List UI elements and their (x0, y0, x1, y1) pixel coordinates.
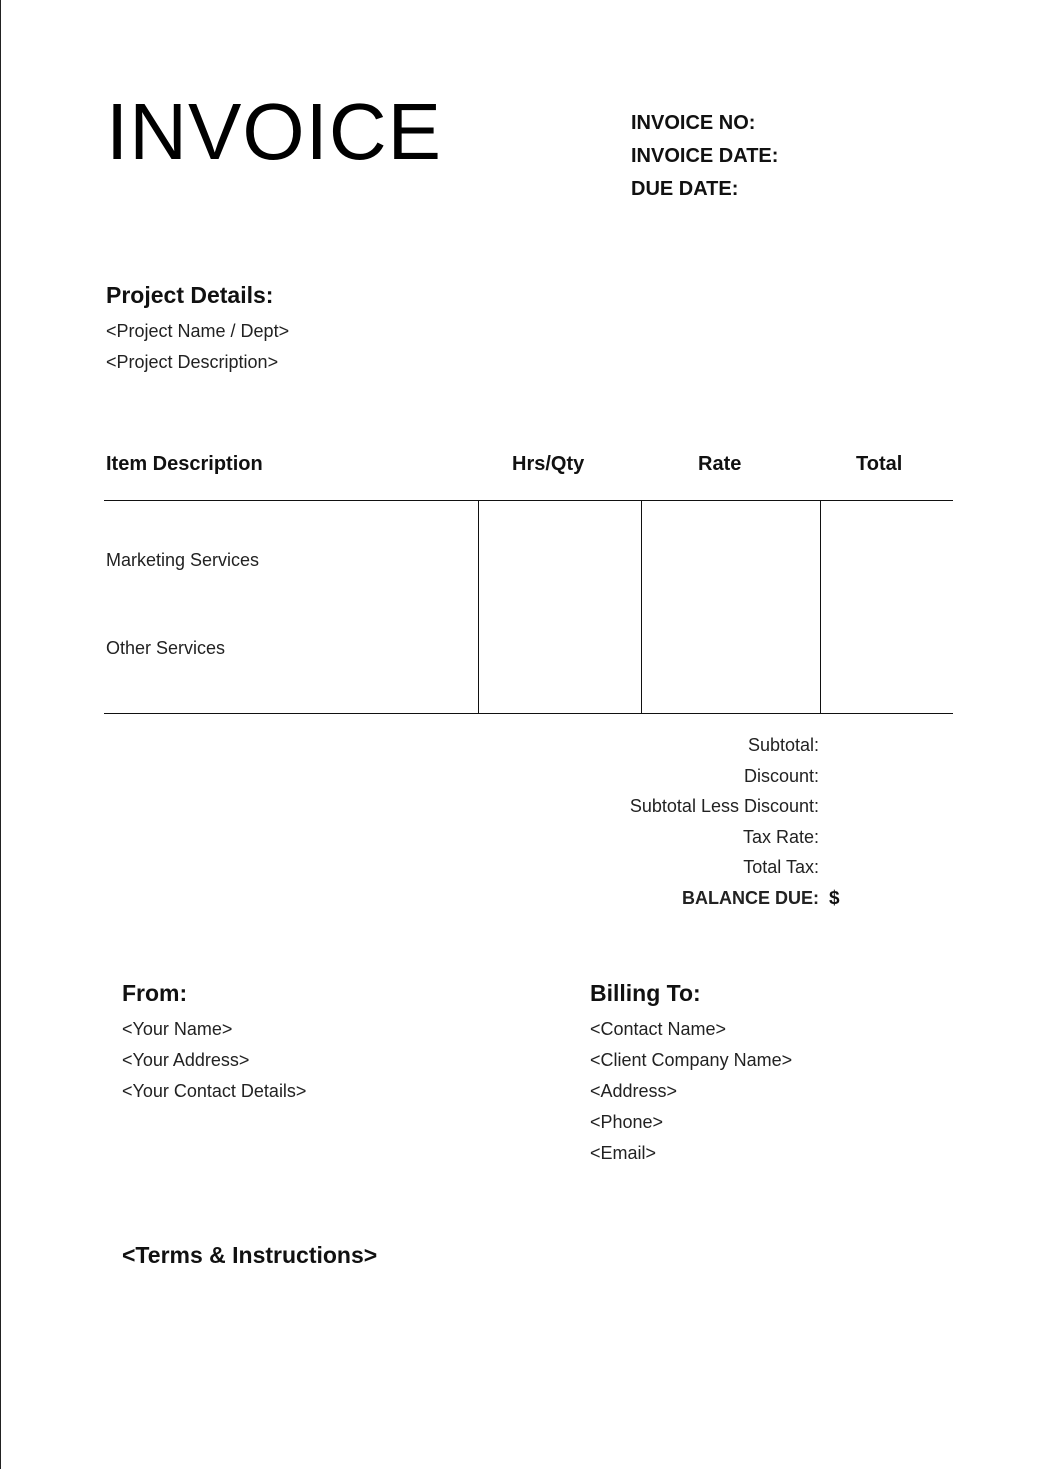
due-date-label: DUE DATE: (631, 178, 739, 200)
billing-address: <Address> (590, 1081, 678, 1101)
billing-company-name: <Client Company Name> (590, 1050, 793, 1070)
project-description: <Project Description> (106, 352, 279, 372)
subtotal-label: Subtotal: (747, 735, 819, 755)
column-header-rate: Rate (698, 453, 742, 475)
from-name: <Your Name> (122, 1019, 233, 1039)
discount-label: Discount: (743, 765, 819, 786)
invoice-meta (631, 107, 778, 206)
from-heading: From: (122, 980, 188, 1006)
terms-and-instructions: <Terms & Instructions> (122, 1242, 378, 1268)
billing-heading: Billing To: (590, 980, 701, 1006)
from-contact-details: <Your Contact Details> (122, 1081, 307, 1101)
from-section (122, 978, 306, 1107)
billing-contact-name: <Contact Name> (590, 1019, 727, 1039)
table-bottom-rule (104, 713, 953, 714)
summary-block (630, 730, 819, 914)
from-address: <Your Address> (122, 1050, 250, 1070)
table-row-description: Marketing Services (106, 550, 260, 570)
subtotal-less-discount-label: Subtotal Less Discount: (629, 796, 819, 817)
balance-currency-symbol: $ (829, 888, 840, 909)
column-divider-total (820, 500, 821, 714)
page-edge (0, 0, 1, 1469)
total-tax-label: Total Tax: (743, 857, 819, 878)
balance-due-label: BALANCE DUE: (682, 887, 819, 908)
invoice-no-label: INVOICE NO: (631, 112, 756, 134)
project-details (106, 280, 289, 378)
column-header-qty: Hrs/Qty (512, 453, 585, 475)
invoice-title: INVOICE (106, 87, 442, 176)
project-details-heading: Project Details: (106, 282, 274, 308)
column-divider-qty (478, 500, 479, 714)
project-name: <Project Name / Dept> (106, 321, 290, 341)
column-header-description: Item Description (106, 453, 263, 475)
invoice-date-label: INVOICE DATE: (631, 145, 779, 167)
column-divider-rate (641, 500, 642, 714)
billing-phone: <Phone> (590, 1112, 664, 1132)
tax-rate-label: Tax Rate: (742, 826, 819, 847)
billing-email: <Email> (590, 1143, 657, 1163)
billing-section (590, 978, 792, 1169)
table-row-description: Other Services (106, 638, 226, 658)
column-header-total: Total (856, 453, 903, 475)
table-top-rule (104, 500, 953, 501)
